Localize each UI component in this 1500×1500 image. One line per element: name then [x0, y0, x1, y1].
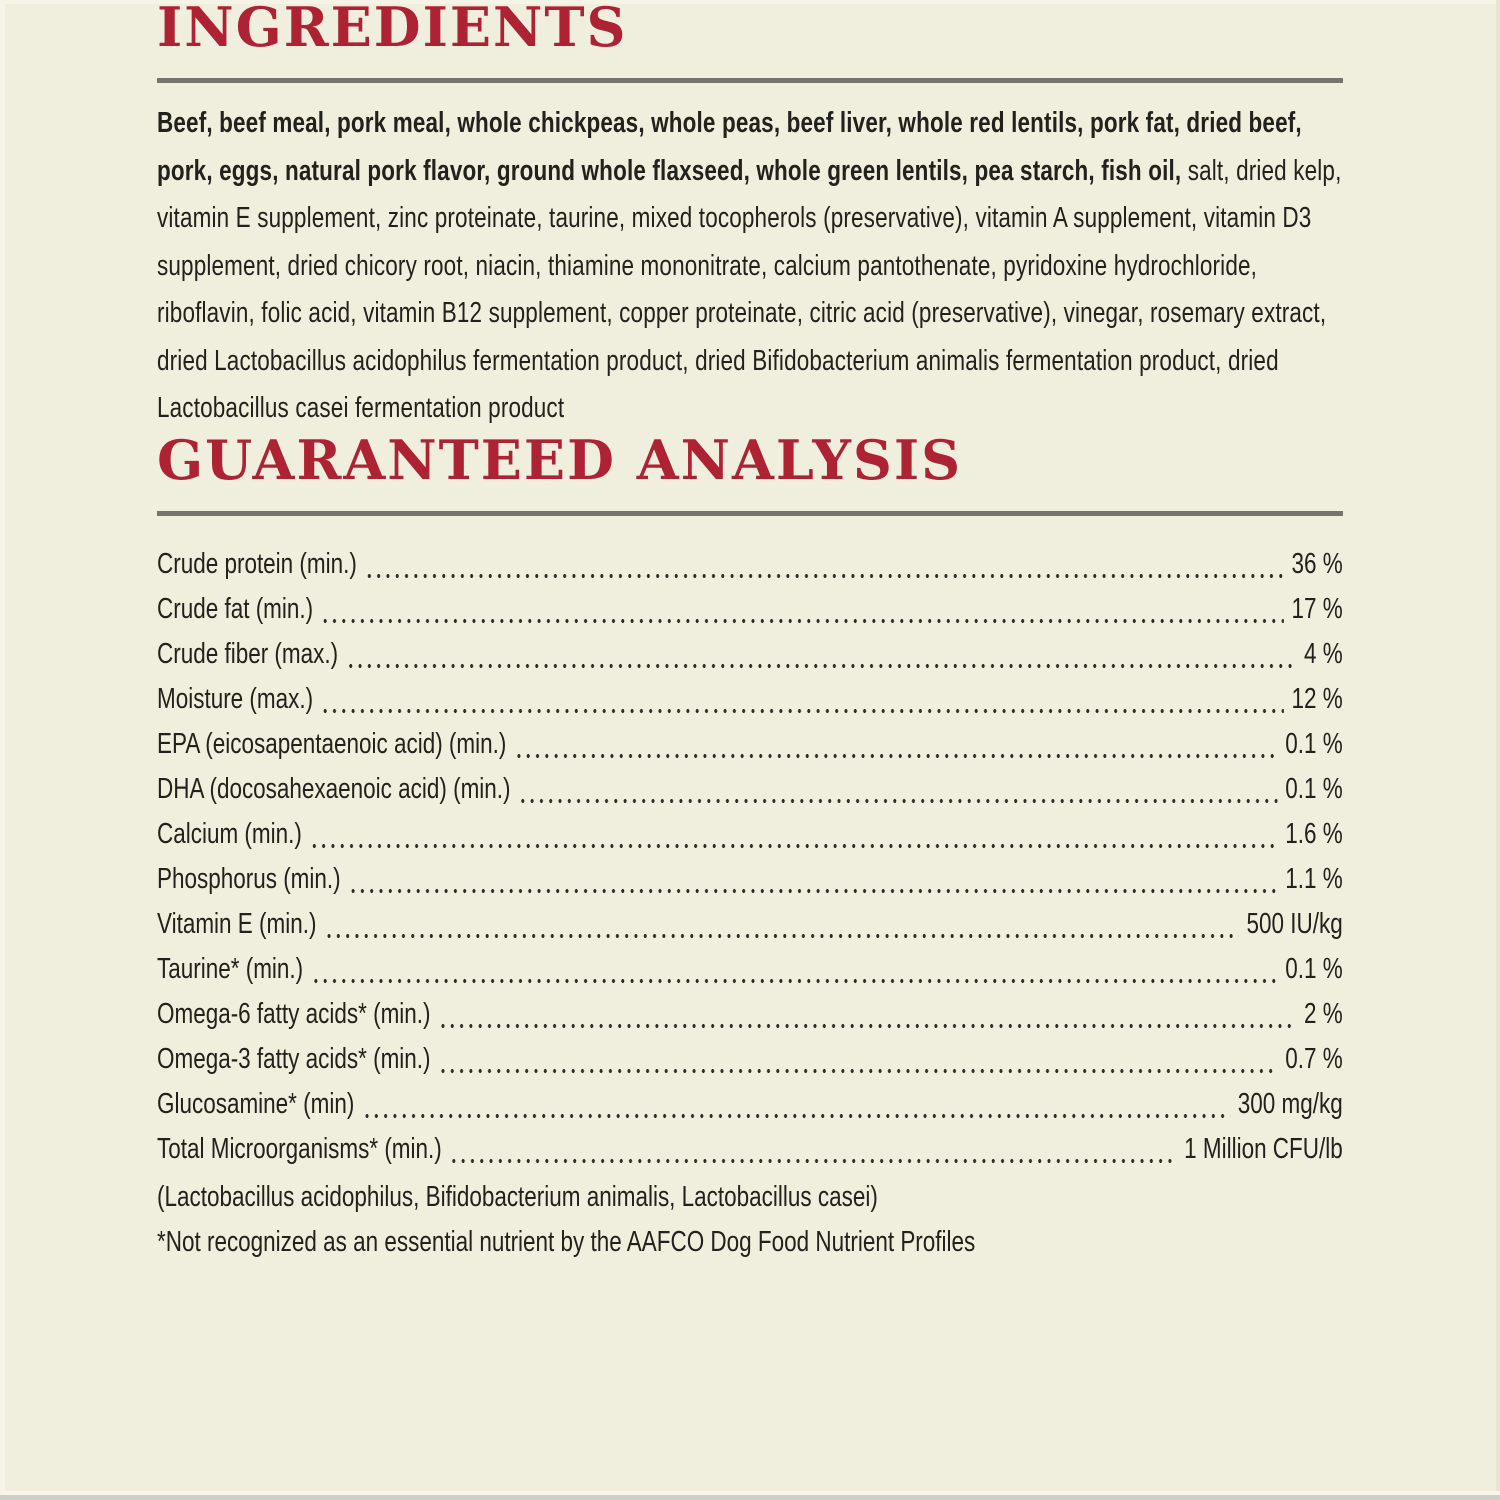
dot-leader [321, 709, 1284, 713]
analysis-row-label: Crude fiber (max.) [157, 637, 339, 670]
analysis-row-label: Moisture (max.) [157, 682, 314, 715]
analysis-row-label: DHA (docosahexaenoic acid) (min.) [157, 772, 511, 805]
analysis-row-label: Omega-6 fatty acids* (min.) [157, 997, 431, 1030]
analysis-row-label: Glucosamine* (min) [157, 1087, 355, 1120]
analysis-row [157, 1127, 1343, 1172]
analysis-row-label: Total Microorganisms* (min.) [157, 1132, 442, 1165]
dot-leader [310, 844, 1278, 848]
analysis-row-label: Taurine* (min.) [157, 952, 304, 985]
analysis-row-label: Vitamin E (min.) [157, 907, 317, 940]
label-edge-right [1496, 0, 1500, 1500]
analysis-row-value: 2 % [1304, 997, 1343, 1030]
label-edge-bottom-bar [0, 1495, 1500, 1500]
analysis-row-value: 0.1 % [1285, 952, 1343, 985]
analysis-table-wrapper [157, 516, 1343, 1265]
pet-food-label [157, 0, 1343, 1265]
guaranteed-analysis-section [157, 427, 1343, 1265]
dot-leader [514, 754, 1277, 758]
analysis-row-value: 0.1 % [1285, 727, 1343, 760]
dot-leader [321, 619, 1284, 623]
analysis-row-value: 1 Million CFU/lb [1184, 1132, 1343, 1165]
analysis-row [157, 812, 1343, 857]
analysis-row [157, 542, 1343, 587]
analysis-row-value: 1.1 % [1285, 862, 1343, 895]
dot-leader [438, 1069, 1277, 1073]
ingredients-text [157, 83, 1343, 433]
analysis-row [157, 902, 1343, 947]
ingredients-text-wrapper [157, 83, 1343, 433]
analysis-row-value: 0.1 % [1285, 772, 1343, 805]
analysis-row [157, 1037, 1343, 1082]
dot-leader [324, 934, 1239, 938]
ingredients-secondary-list: salt, dried kelp, vitamin E supplement, zinc proteinate, taurine, mixed tocopherols (preservative), vitamin A supplement, vitamin D3 supplement, dried chicory root, niacin, thiamine mononitrate, calcium pantothenate, pyridoxine hydrochloride, riboflavin, folic acid, vitamin B12 supplement, copper proteinate, citric acid (preservative), vinegar, rosemary extract, dried Lactobacillus acidophilus fermentation product, dried Bifidobacterium animalis fermentation product, dried Lactobacillus casei fermentation product [157, 154, 1342, 424]
analysis-row-label: Crude protein (min.) [157, 547, 357, 580]
analysis-row-value: 1.6 % [1285, 817, 1343, 850]
analysis-row [157, 947, 1343, 992]
analysis-row-value: 4 % [1304, 637, 1343, 670]
dot-leader [438, 1024, 1296, 1028]
dot-leader [362, 1114, 1230, 1118]
microorganisms-note: (Lactobacillus acidophilus, Bifidobacterium animalis, Lactobacillus casei) [157, 1180, 878, 1213]
ingredients-title: INGREDIENTS [157, 0, 628, 59]
analysis-row-value: 500 IU/kg [1246, 907, 1343, 940]
analysis-row-label: Omega-3 fatty acids* (min.) [157, 1042, 431, 1075]
analysis-row [157, 767, 1343, 812]
analysis-row [157, 1082, 1343, 1127]
analysis-row-label: Calcium (min.) [157, 817, 302, 850]
guaranteed-analysis-title: GUARANTEED ANALYSIS [157, 427, 963, 492]
aafco-footnote: *Not recognized as an essential nutrient by the AAFCO Dog Food Nutrient Profiles [157, 1225, 976, 1258]
analysis-row-label: EPA (eicosapentaenoic acid) (min.) [157, 727, 507, 760]
analysis-row-value: 300 mg/kg [1237, 1087, 1343, 1120]
dot-leader [450, 1159, 1177, 1163]
dot-leader [518, 799, 1277, 803]
dot-leader [311, 979, 1278, 983]
analysis-row-value: 36 % [1291, 547, 1343, 580]
label-edge-left [0, 0, 5, 1500]
analysis-row [157, 992, 1343, 1037]
analysis-row [157, 677, 1343, 722]
dot-leader [346, 664, 1296, 668]
analysis-row-value: 12 % [1291, 682, 1343, 715]
analysis-row [157, 632, 1343, 677]
dot-leader [365, 574, 1284, 578]
analysis-row-value: 0.7 % [1285, 1042, 1343, 1075]
analysis-row [157, 722, 1343, 767]
analysis-row-label: Phosphorus (min.) [157, 862, 341, 895]
analysis-row [157, 857, 1343, 902]
analysis-table [157, 516, 1343, 1172]
ingredients-primary-list: Beef, beef meal, pork meal, whole chickpeas, whole peas, beef liver, whole red lentils, pork fat, dried beef, pork, eggs, natural pork flavor, ground whole flaxseed, whole green lentils, pea starch, fish oil, [157, 107, 1302, 187]
analysis-row [157, 587, 1343, 632]
analysis-row-label: Crude fat (min.) [157, 592, 314, 625]
ingredients-section [157, 0, 1343, 433]
dot-leader [348, 889, 1277, 893]
analysis-row-value: 17 % [1291, 592, 1343, 625]
